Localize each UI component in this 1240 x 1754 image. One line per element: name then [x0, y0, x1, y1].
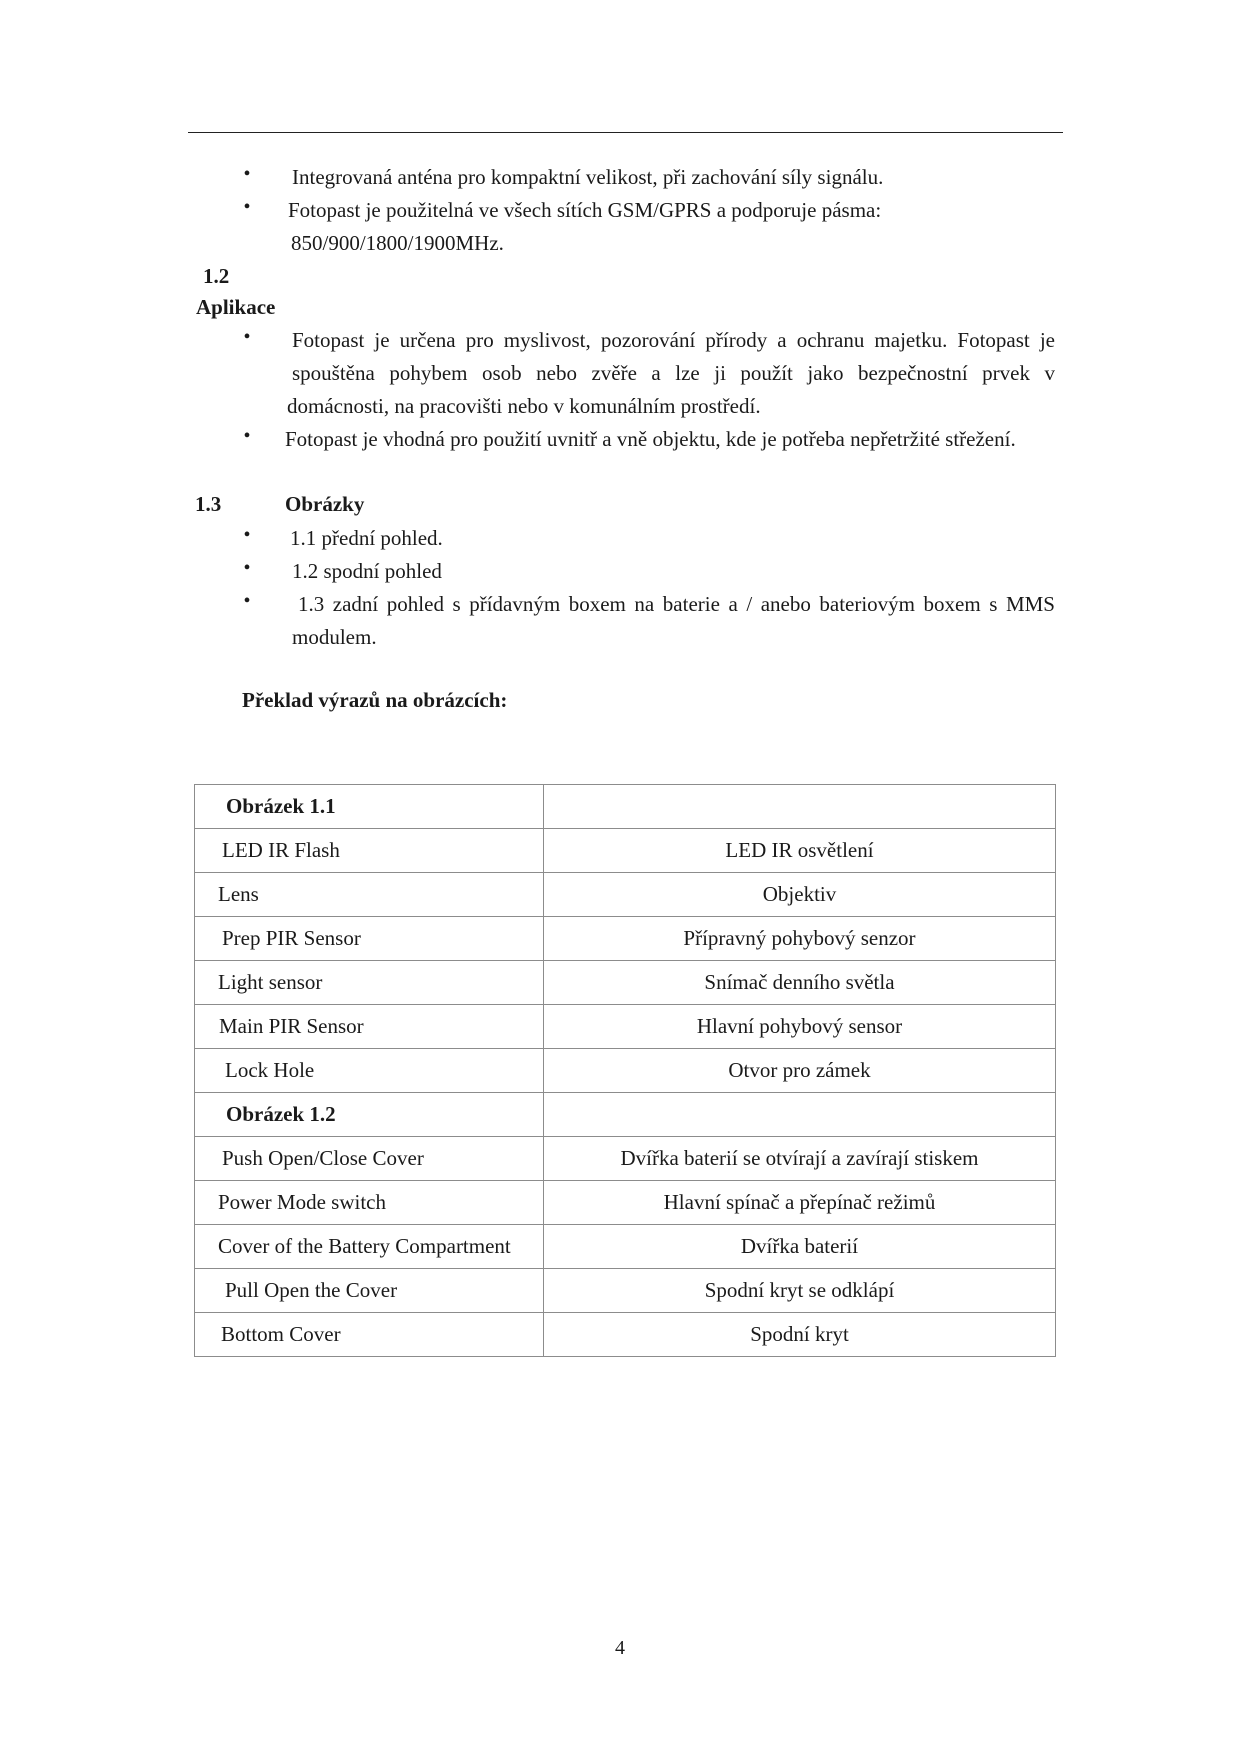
translation-table	[194, 784, 1056, 1357]
table-cell-en	[195, 1137, 544, 1181]
header-rule	[188, 132, 1063, 133]
table-row	[195, 1313, 1056, 1357]
table-row	[195, 1093, 1056, 1137]
table-row	[195, 1005, 1056, 1049]
bullet-icon: •	[243, 163, 251, 185]
page-number: 4	[615, 1637, 625, 1659]
table-cell-en	[195, 1313, 544, 1357]
table-row	[195, 785, 1056, 829]
table-cell-cz: Otvor pro zámek	[544, 1049, 1056, 1093]
table-cell-en	[195, 785, 544, 829]
bullet-gsm: Fotopast je použitelná ve všech sítích GSM/GPRS a podporuje pásma:	[288, 198, 882, 222]
table-cell-en	[195, 1005, 544, 1049]
bullet-antenna: Integrovaná anténa pro kompaktní velikost, při zachování síly signálu.	[292, 165, 884, 189]
table-cell-cz	[544, 1093, 1056, 1137]
table-cell-en	[195, 1181, 544, 1225]
table-cell-cz: Dvířka baterií	[544, 1225, 1056, 1269]
term-en: Power Mode switch	[218, 1190, 386, 1214]
bullet-usage-line-3: domácnosti, na pracovišti nebo v komunálním prostředí.	[287, 394, 761, 418]
table-row	[195, 1137, 1056, 1181]
table-cell-cz: Spodní kryt se odklápí	[544, 1269, 1056, 1313]
term-en: LED IR Flash	[222, 838, 340, 862]
table-cell-en	[195, 1269, 544, 1313]
term-en: Lens	[218, 882, 259, 906]
table-row	[195, 1269, 1056, 1313]
table-cell-cz: Hlavní spínač a přepínač režimů	[544, 1181, 1056, 1225]
bullet-icon: •	[243, 196, 251, 218]
table-row	[195, 1225, 1056, 1269]
table-cell-en	[195, 917, 544, 961]
table-cell-en	[195, 961, 544, 1005]
table-cell-en	[195, 1049, 544, 1093]
bullet-gsm-bands: 850/900/1800/1900MHz.	[291, 231, 504, 255]
section-number-1-3: 1.3	[195, 492, 222, 516]
bullet-usage-line-1: Fotopast je určena pro myslivost, pozorování přírody a ochranu majetku. Fotopast je	[292, 328, 1055, 352]
term-en: Light sensor	[218, 970, 323, 994]
table-row	[195, 873, 1056, 917]
figure-list-item-1: 1.1 přední pohled.	[290, 526, 443, 550]
table-row	[195, 1049, 1056, 1093]
bullet-indoor-outdoor: Fotopast je vhodná pro použití uvnitř a vně objektu, kde je potřeba nepřetržité střežení.	[285, 427, 1016, 451]
bullet-icon: •	[243, 524, 251, 546]
term-en: Pull Open the Cover	[225, 1278, 398, 1302]
bullet-icon: •	[243, 425, 251, 447]
table-cell-cz: Snímač denního světla	[544, 961, 1056, 1005]
table-row	[195, 829, 1056, 873]
figure-list-item-2: 1.2 spodní pohled	[292, 559, 442, 583]
table-cell-cz	[544, 785, 1056, 829]
bullet-icon: •	[243, 326, 251, 348]
term-en: Cover of the Battery Compartment	[218, 1234, 511, 1258]
table-cell-cz: LED IR osvětlení	[544, 829, 1056, 873]
bullet-usage-line-2: spouštěna pohybem osob nebo zvěře a lze ji použít jako bezpečnostní prvek v	[292, 361, 1055, 385]
figure-list-item-3-cont: modulem.	[292, 625, 377, 649]
table-row	[195, 961, 1056, 1005]
translation-heading: Překlad výrazů na obrázcích:	[242, 688, 508, 712]
term-en: Lock Hole	[225, 1058, 315, 1082]
section-number-1-2: 1.2	[203, 264, 230, 288]
term-en: Bottom Cover	[221, 1322, 341, 1346]
table-row	[195, 1181, 1056, 1225]
section-title-aplikace: Aplikace	[196, 295, 276, 319]
table-cell-cz: Spodní kryt	[544, 1313, 1056, 1357]
table-cell-cz: Hlavní pohybový sensor	[544, 1005, 1056, 1049]
figure-1-2-label: Obrázek 1.2	[226, 1102, 336, 1126]
table-cell-en	[195, 1093, 544, 1137]
table-row	[195, 917, 1056, 961]
term-en: Push Open/Close Cover	[222, 1146, 424, 1170]
table-cell-cz: Dvířka baterií se otvírají a zavírají stiskem	[544, 1137, 1056, 1181]
figure-1-1-label: Obrázek 1.1	[226, 794, 336, 818]
table-cell-en	[195, 829, 544, 873]
term-en: Prep PIR Sensor	[222, 926, 361, 950]
table-cell-cz: Objektiv	[544, 873, 1056, 917]
term-en: Main PIR Sensor	[219, 1014, 364, 1038]
table-cell-en	[195, 873, 544, 917]
table-cell-en	[195, 1225, 544, 1269]
table-cell-cz: Přípravný pohybový senzor	[544, 917, 1056, 961]
section-title-obrazky: Obrázky	[285, 492, 365, 516]
bullet-icon: •	[243, 557, 251, 579]
figure-list-item-3: 1.3 zadní pohled s přídavným boxem na baterie a / anebo bateriovým boxem s MMS	[298, 592, 1055, 616]
bullet-icon: •	[243, 590, 251, 612]
